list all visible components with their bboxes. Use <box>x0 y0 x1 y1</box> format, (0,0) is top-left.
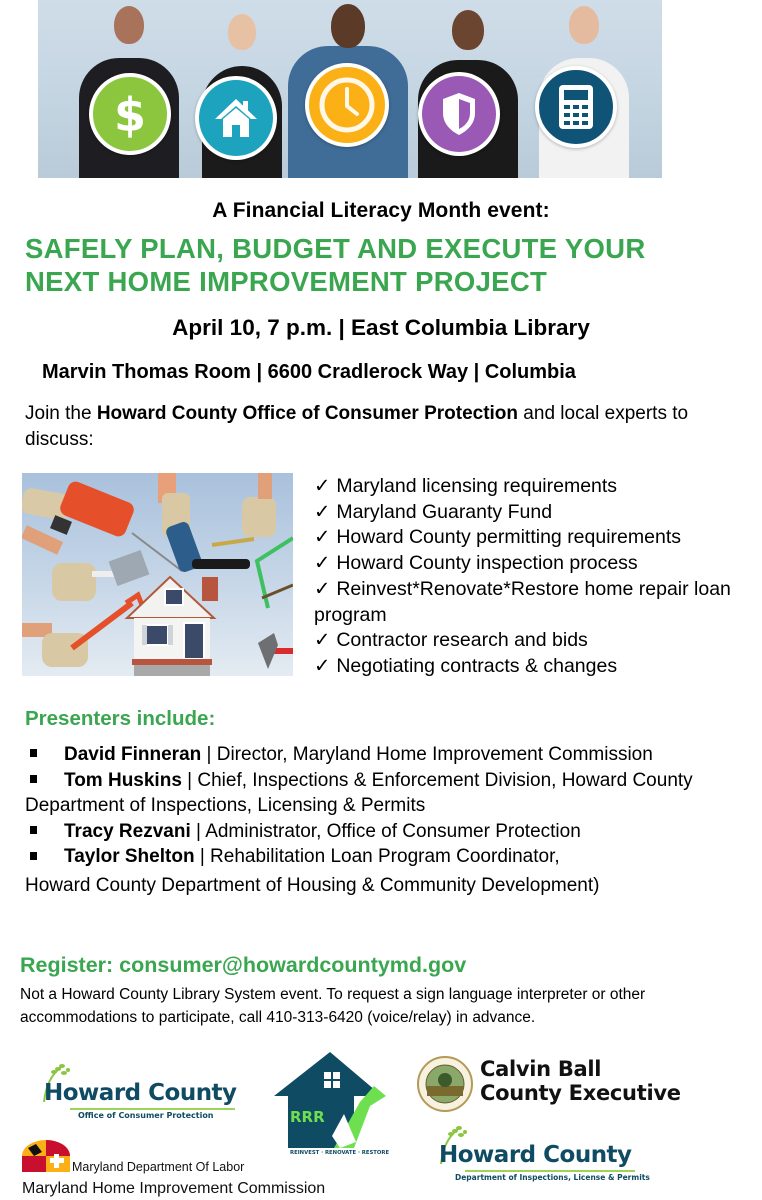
hero-banner-image <box>38 0 662 178</box>
event-title <box>25 232 745 298</box>
dilp-logo-rule <box>465 1170 635 1172</box>
topic-item <box>314 500 754 526</box>
presenter-name: David Finneran <box>64 744 202 765</box>
intro-paragraph <box>25 401 725 453</box>
checkmark-icon: ✓ <box>314 654 331 677</box>
howard-county-ocp-logo <box>40 1062 240 1122</box>
bullet-square-icon <box>30 749 37 757</box>
topic-item <box>314 654 754 680</box>
topic-label: Howard County inspection process <box>336 552 638 575</box>
presenter-role: | Rehabilitation Loan Program Coordinator, <box>194 846 560 868</box>
topic-item <box>314 551 754 577</box>
executive-title: County Executive <box>480 1081 681 1105</box>
register-email-link[interactable]: consumer@howardcountymd.gov <box>119 953 467 977</box>
intro-org: Howard County Office of Consumer Protection <box>96 403 519 424</box>
presenter-role: | Administrator, Office of Consumer Protection <box>190 820 581 842</box>
calculator-icon <box>558 84 594 130</box>
presenter-name: Taylor Shelton <box>64 846 195 868</box>
dollar-icon <box>110 89 150 139</box>
presenters-heading: Presenters include: <box>25 707 216 730</box>
ocp-logo-subtitle: Office of Consumer Protection <box>78 1111 214 1120</box>
presenter-name: Tom Huskins <box>64 769 182 791</box>
event-title-line-2: NEXT HOME IMPROVEMENT PROJECT <box>25 266 548 297</box>
maryland-flag-icon <box>22 1140 70 1172</box>
intro-prefix: Join the <box>25 403 97 424</box>
bullet-square-icon <box>30 852 37 860</box>
bullet-square-icon <box>30 826 37 834</box>
register-line <box>20 953 466 978</box>
svg-text:$: $ <box>113 89 147 139</box>
rrr-tagline: REINVEST · RENOVATE · RESTORE <box>290 1150 390 1156</box>
accessibility-disclaimer: Not a Howard County Library System event. To request a sign language interpreter or other accommodations to participate, call 410-313-6420 (voice/relay) in advance. <box>20 986 646 1026</box>
ocp-logo-name: Howard County <box>44 1080 237 1106</box>
discussion-topics-list <box>314 474 754 680</box>
topic-label: Howard County permitting requirements <box>336 526 681 549</box>
clock-icon <box>317 75 377 135</box>
presenter-item <box>25 844 745 898</box>
executive-name: Calvin Ball <box>480 1057 602 1081</box>
presenter-name: Tracy Rezvani <box>64 820 191 842</box>
house-sign-board <box>195 76 277 160</box>
presenter-role: | Chief, Inspections & Enforcement Division, Howard County Department of Inspections, Licensing & Permits <box>25 769 693 817</box>
event-venue-address: Marvin Thomas Room | 6600 Cradlerock Way | Columbia <box>42 361 576 383</box>
topic-item <box>314 577 754 628</box>
presenter-role: | Director, Maryland Home Improvement Commission <box>201 744 653 765</box>
dollar-sign-board <box>89 73 171 155</box>
dilp-logo-subtitle: Department of Inspections, License & Permits <box>455 1173 650 1182</box>
house-with-tools-illustration <box>22 473 293 676</box>
event-title-line-1: SAFELY PLAN, BUDGET AND EXECUTE YOUR <box>25 233 646 264</box>
home-repair-tools-image <box>22 473 293 676</box>
checkmark-icon: ✓ <box>314 526 331 549</box>
rrr-letters: RRR <box>290 1108 325 1126</box>
howard-county-seal-icon <box>417 1056 473 1112</box>
topic-item <box>314 525 754 551</box>
topic-label: Negotiating contracts & changes <box>336 654 618 677</box>
checkmark-icon: ✓ <box>314 629 331 652</box>
presenters-list <box>25 742 745 899</box>
topic-item <box>314 628 754 654</box>
county-executive-logo <box>417 1056 697 1112</box>
event-date-location: April 10, 7 p.m. | East Columbia Library <box>172 315 590 340</box>
rrr-house-icon <box>274 1052 386 1148</box>
mhic-name: Maryland Home Improvement Commission <box>22 1180 326 1197</box>
register-label: Register: <box>20 953 120 977</box>
ocp-logo-rule <box>70 1108 235 1110</box>
calculator-sign-board <box>535 66 617 148</box>
checkmark-icon: ✓ <box>314 577 331 600</box>
topic-label: Reinvest*Renovate*Restore home repair loan program <box>314 577 731 626</box>
topic-label: Maryland Guaranty Fund <box>336 500 553 523</box>
presenter-role-continued: Howard County Department of Housing & Community Development) <box>25 874 600 896</box>
topic-item <box>314 474 754 500</box>
presenter-item <box>25 768 745 819</box>
dilp-logo-name: Howard County <box>439 1142 632 1168</box>
checkmark-icon: ✓ <box>314 475 331 497</box>
presenter-item <box>25 742 745 768</box>
intro-suffix: and local experts to discuss: <box>25 403 689 450</box>
topic-label: Contractor research and bids <box>336 629 588 652</box>
house-icon <box>213 97 259 139</box>
labor-dept-name: Maryland Department Of Labor <box>72 1160 245 1174</box>
checkmark-icon: ✓ <box>314 552 331 575</box>
topic-label: Maryland licensing requirements <box>336 475 618 497</box>
shield-sign-board <box>418 72 500 156</box>
howard-county-dilp-logo <box>437 1124 650 1184</box>
presenter-item <box>25 819 745 845</box>
clock-sign-board <box>305 63 389 147</box>
checkmark-icon: ✓ <box>314 500 331 523</box>
event-kicker: A Financial Literacy Month event: <box>212 199 550 222</box>
shield-icon <box>440 91 478 137</box>
bullet-square-icon <box>30 775 37 783</box>
maryland-labor-logo <box>22 1140 382 1200</box>
